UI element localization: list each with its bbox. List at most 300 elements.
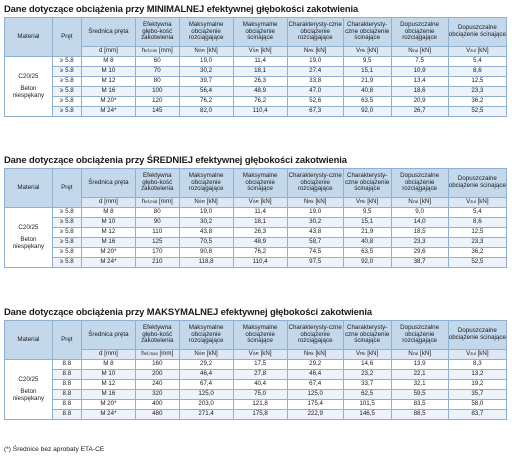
unit-symbol: N [303,350,309,358]
table-cell: 59,5 [391,390,448,400]
unit-subscript: Rk [360,351,366,357]
table-cell: 21,9 [343,77,391,87]
unit-cell [81,350,135,360]
table-row [5,400,507,410]
material-grade: C20/25 [18,223,39,231]
unit-symbol: N [303,198,309,206]
header-row [5,169,507,198]
table-cell: 29,2 [179,360,233,370]
table-cell: 80 [135,77,179,87]
table-cell: ≥ 5.8 [52,218,81,228]
column-header: Maksymalne obciążenie ścinające [233,169,287,198]
unit-suffix: [kN] [475,47,489,55]
table-cell: 8.8 [52,370,81,380]
unit-cell [391,47,448,57]
header-row [5,18,507,47]
table-cell: 48,9 [233,238,287,248]
table-cell: M 16 [81,238,135,248]
unit-subscript: ŚR [252,48,259,54]
table-cell: 8.8 [52,400,81,410]
unit-subscript: zul [470,48,476,54]
section-min [4,3,507,117]
table-cell: 19,2 [448,380,506,390]
table-cell: 58,7 [287,238,343,248]
data-table [4,320,507,420]
unit-symbol: N [303,47,309,55]
column-header: Efektywna głębo-kość zakotwienia [135,18,179,47]
table-cell: 222,9 [287,410,343,420]
table-cell: ≥ 5.8 [52,57,81,67]
table-cell: 9,5 [343,208,391,218]
table-cell: 43,8 [179,228,233,238]
table-cell: 15,1 [343,67,391,77]
unit-subscript: Rk [360,199,366,205]
table-cell: M 24* [81,107,135,117]
unit-subscript: zul [470,199,476,205]
table-cell: M 20* [81,400,135,410]
unit-subscript: ef,mid [145,199,158,205]
table-cell: M 8 [81,360,135,370]
table-cell: 26,3 [233,228,287,238]
table-row [5,248,507,258]
unit-cell [233,47,287,57]
table-cell: 19,0 [179,208,233,218]
table-cell: 19,0 [179,57,233,67]
unit-cell [343,198,391,208]
column-header: Charakterysty-czne obciążenie ścinające [343,321,391,350]
unit-cell [287,47,343,57]
section-mid [4,154,507,268]
table-cell: 125 [135,238,179,248]
table-cell: 7,5 [391,57,448,67]
table-cell: 22,1 [391,370,448,380]
unit-subscript: ef,max [144,351,158,357]
table-cell: 125,0 [287,390,343,400]
table-cell: 48,9 [233,87,287,97]
table-cell: 17,5 [233,360,287,370]
table-cell: 67,3 [287,107,343,117]
unit-suffix: [kN] [418,47,432,55]
unit-suffix: [kN] [365,47,379,55]
table-cell: 26,3 [233,77,287,87]
table-cell: 10,9 [391,67,448,77]
table-cell: ≥ 5.8 [52,97,81,107]
column-header: Maksymalne obciążenie ścinające [233,18,287,47]
material-cell [5,57,53,117]
table-cell: M 16 [81,87,135,97]
table-cell: ≥ 5.8 [52,228,81,238]
table-cell: 9,0 [391,208,448,218]
table-cell: 13,2 [448,370,506,380]
unit-symbol: h [141,47,146,55]
unit-suffix: [kN] [365,350,379,358]
unit-cell [179,198,233,208]
table-row [5,258,507,268]
table-cell: 67,4 [179,380,233,390]
unit-symbol: V [356,198,361,206]
table-cell: 8.8 [52,380,81,390]
table-cell: ≥ 5.8 [52,238,81,248]
unit-cell [81,198,135,208]
table-cell: 175,4 [287,400,343,410]
table-row [5,77,507,87]
table-cell: 90 [135,218,179,228]
column-header: Dopuszczalne obciążenie rozciągające [391,321,448,350]
unit-cell [179,350,233,360]
section-max [4,306,507,420]
column-header: Dopuszczalne obciążenie rozciągające [391,169,448,198]
table-cell: ≥ 5.8 [52,258,81,268]
unit-cell [287,198,343,208]
column-header: Pręt [52,18,81,57]
table-cell: 13,4 [391,77,448,87]
unit-suffix: [kN] [258,350,272,358]
table-cell: 97,5 [287,258,343,268]
table-cell: 33,8 [287,77,343,87]
column-header: Material [5,321,53,360]
table-cell: 21,9 [343,228,391,238]
unit-suffix: [kN] [258,198,272,206]
table-row [5,107,507,117]
table-cell: 43,8 [287,228,343,238]
unit-symbol: V [466,47,471,55]
table-cell: 203,0 [179,400,233,410]
table-cell: 75,0 [233,390,287,400]
unit-suffix: [kN] [418,198,432,206]
table-cell: 88,5 [391,410,448,420]
table-cell: 146,5 [343,410,391,420]
unit-subscript: zul [470,351,476,357]
table-cell: 12,5 [448,228,506,238]
table-cell: 120 [135,97,179,107]
table-cell: 27,4 [287,67,343,77]
unit-symbol: d [mm] [98,350,118,358]
unit-subscript: Rk [360,48,366,54]
table-cell: 29,2 [287,360,343,370]
column-header: Maksymalne obciążenie ścinające [233,321,287,350]
table-cell: M 8 [81,208,135,218]
table-cell: 101,5 [343,400,391,410]
unit-cell [448,198,506,208]
unit-symbol: d [mm] [98,198,118,206]
table-cell: 18,1 [233,67,287,77]
unit-symbol: N [194,47,199,55]
unit-subscript: ŚR [252,351,259,357]
table-cell: 18,5 [391,228,448,238]
table-cell: 8,6 [448,67,506,77]
unit-subscript: ŚR [198,48,205,54]
material-cell [5,360,53,420]
column-header: Material [5,18,53,57]
column-header: Charakterysty-czne obciążenie rozciągające [287,18,343,47]
unit-suffix: [mm] [157,350,174,358]
column-header: Średnica pręta [81,321,135,350]
material-grade: C20/25 [18,375,39,383]
table-cell: 125,0 [179,390,233,400]
column-header: Charakterysty-czne obciążenie ścinające [343,18,391,47]
unit-suffix: [kN] [418,350,432,358]
table-row [5,380,507,390]
table-cell: 9,5 [343,57,391,67]
column-header: Pręt [52,169,81,208]
table-cell: 36,2 [448,248,506,258]
column-header: Maksymalne obciążenie rozciągające [179,321,233,350]
table-cell: M 12 [81,380,135,390]
unit-suffix: [kN] [313,350,327,358]
unit-cell [81,47,135,57]
table-cell: 30,2 [179,218,233,228]
table-cell: 110 [135,228,179,238]
column-header: Charakterysty-czne obciążenie rozciągające [287,321,343,350]
table-cell: 30,2 [179,67,233,77]
unit-cell [343,47,391,57]
unit-symbol: N [408,47,413,55]
table-row [5,390,507,400]
unit-subscript: zul [412,199,419,205]
unit-symbol: V [248,350,253,358]
table-cell: ≥ 5.8 [52,107,81,117]
table-cell: M 12 [81,77,135,87]
unit-subscript: zul [412,351,419,357]
table-cell: 47,0 [287,87,343,97]
table-row [5,410,507,420]
table-cell: 100 [135,87,179,97]
table-cell: 70,5 [179,238,233,248]
table-cell: 320 [135,390,179,400]
table-cell: 40,8 [343,87,391,97]
table-cell: 23,3 [448,238,506,248]
table-cell: 200 [135,370,179,380]
unit-suffix: [kN] [205,198,218,206]
table-cell: 27,8 [233,370,287,380]
table-cell: 67,4 [287,380,343,390]
column-header: Dopuszczalne obciążenie ścinające [448,18,506,47]
table-cell: 15,1 [343,218,391,228]
table-cell: 11,4 [233,57,287,67]
unit-cell [135,198,179,208]
material-type: Beton niespękany [12,85,45,99]
unit-subscript: zul [412,48,419,54]
table-cell: 56,4 [179,87,233,97]
table-cell: 80 [135,208,179,218]
table-cell: 175,8 [233,410,287,420]
table-cell: M 20* [81,248,135,258]
table-cell: 36,2 [448,97,506,107]
table-row [5,208,507,218]
table-cell: 33,7 [343,380,391,390]
unit-cell [179,47,233,57]
unit-subscript: ŚR [198,351,205,357]
table-cell: 58,0 [448,400,506,410]
table-row [5,87,507,97]
unit-cell [391,350,448,360]
header-row [5,321,507,350]
table-cell: M 24* [81,410,135,420]
table-row [5,360,507,370]
table-cell: 480 [135,410,179,420]
table-cell: 35,7 [448,390,506,400]
unit-suffix: [mm] [157,198,173,206]
table-cell: 83,5 [391,400,448,410]
table-cell: 82,0 [179,107,233,117]
column-header: Material [5,169,53,208]
table-cell: 62,5 [343,390,391,400]
table-cell: 110,4 [233,258,287,268]
table-cell: 8,6 [448,218,506,228]
unit-symbol: V [356,350,361,358]
table-cell: 23,3 [391,238,448,248]
section-title: Dane dotyczące obciążenia przy MINIMALNEJ efektywnej głębokości zakotwienia [4,3,359,14]
table-cell: M 24* [81,258,135,268]
table-cell: ≥ 5.8 [52,248,81,258]
table-cell: 110,4 [233,107,287,117]
section-title: Dane dotyczące obciążenia przy MAKSYMALNEJ efektywnej głębokości zakotwienia [4,306,373,317]
table-cell: 63,5 [343,248,391,258]
unit-suffix: [kN] [205,350,218,358]
table-cell: 83,7 [448,410,506,420]
table-cell: 74,5 [287,248,343,258]
table-row [5,67,507,77]
table-cell: 32,1 [391,380,448,390]
column-header: Średnica pręta [81,169,135,198]
table-cell: 92,0 [343,107,391,117]
unit-cell [343,350,391,360]
unit-cell [391,198,448,208]
data-table [4,17,507,117]
table-cell: 76,2 [179,97,233,107]
material-type: Beton niespękany [12,388,45,402]
table-row [5,218,507,228]
table-cell: 160 [135,360,179,370]
table-cell: M 16 [81,390,135,400]
unit-subscript: Rk [308,351,314,357]
table-cell: 26,7 [391,107,448,117]
table-cell: 40,4 [233,380,287,390]
unit-symbol: V [466,350,471,358]
table-cell: 40,8 [343,238,391,248]
unit-subscript: ef,min [145,48,158,54]
column-header: Średnica pręta [81,18,135,47]
unit-cell [135,47,179,57]
table-cell: 46,4 [287,370,343,380]
unit-suffix: [mm] [157,47,173,55]
table-cell: 90,8 [179,248,233,258]
table-cell: M 8 [81,57,135,67]
table-cell: 8,3 [448,360,506,370]
table-cell: 8.8 [52,390,81,400]
table-cell: 63,5 [343,97,391,107]
unit-symbol: h [141,350,145,358]
table-row [5,238,507,248]
unit-subscript: Rk [308,48,314,54]
unit-cell [448,47,506,57]
unit-symbol: N [408,350,413,358]
unit-cell [135,350,179,360]
column-header: Pręt [52,321,81,360]
column-header: Efektywna głębo-kość zakotwienia [135,321,179,350]
table-cell: 38,7 [391,258,448,268]
table-cell: 271,4 [179,410,233,420]
table-cell: 76,2 [233,248,287,258]
table-cell: 19,0 [287,57,343,67]
material-type: Beton niespękany [12,236,45,250]
unit-subscript: Rk [308,199,314,205]
unit-cell [448,350,506,360]
unit-symbol: V [248,47,253,55]
table-cell: 8.8 [52,360,81,370]
table-row [5,57,507,67]
table-cell: 18,6 [391,87,448,97]
table-cell: ≥ 5.8 [52,77,81,87]
table-row [5,370,507,380]
table-cell: 23,3 [448,87,506,97]
table-cell: 118,8 [179,258,233,268]
unit-cell [233,198,287,208]
unit-suffix: [kN] [258,47,272,55]
table-cell: M 10 [81,67,135,77]
table-cell: 19,0 [287,208,343,218]
table-cell: ≥ 5.8 [52,208,81,218]
unit-suffix: [kN] [313,198,327,206]
table-cell: 240 [135,380,179,390]
unit-suffix: [kN] [313,47,327,55]
table-cell: 52,6 [287,97,343,107]
table-cell: 400 [135,400,179,410]
table-cell: M 20* [81,97,135,107]
table-cell: 39,7 [179,77,233,87]
section-title: Dane dotyczące obciążenia przy ŚREDNIEJ efektywnej głębokości zakotwienia [4,154,347,165]
unit-symbol: N [194,198,199,206]
unit-symbol: V [466,198,471,206]
table-cell: M 12 [81,228,135,238]
table-cell: 60 [135,57,179,67]
table-cell: 11,4 [233,208,287,218]
table-cell: 30,2 [287,218,343,228]
table-cell: 13,9 [391,360,448,370]
table-cell: 12,5 [448,77,506,87]
table-cell: 5,4 [448,57,506,67]
table-cell: 23,2 [343,370,391,380]
table-row [5,228,507,238]
column-header: Maksymalne obciążenie rozciągające [179,18,233,47]
unit-symbol: V [356,47,361,55]
column-header: Efektywna głębo-kość zakotwienia [135,169,179,198]
unit-suffix: [kN] [475,350,489,358]
table-cell: 121,8 [233,400,287,410]
table-cell: 5,4 [448,208,506,218]
material-grade: C20/25 [18,72,39,80]
unit-subscript: ŚR [198,199,205,205]
unit-cell [287,350,343,360]
table-cell: M 10 [81,218,135,228]
table-cell: 29,6 [391,248,448,258]
table-cell: 52,5 [448,258,506,268]
table-cell: 14,0 [391,218,448,228]
table-cell: 14,6 [343,360,391,370]
table-cell: 210 [135,258,179,268]
unit-subscript: ŚR [252,199,259,205]
table-cell: 92,0 [343,258,391,268]
column-header: Charakterysty-czne obciążenie rozciągające [287,169,343,198]
table-cell: M 10 [81,370,135,380]
table-cell: 52,5 [448,107,506,117]
footnote: (*) Średnice bez aprobaty ETA-CE [4,446,105,453]
table-cell: 8.8 [52,410,81,420]
column-header: Maksymalne obciążenie rozciągające [179,169,233,198]
unit-symbol: V [248,198,253,206]
table-cell: ≥ 5.8 [52,87,81,97]
table-row [5,97,507,107]
